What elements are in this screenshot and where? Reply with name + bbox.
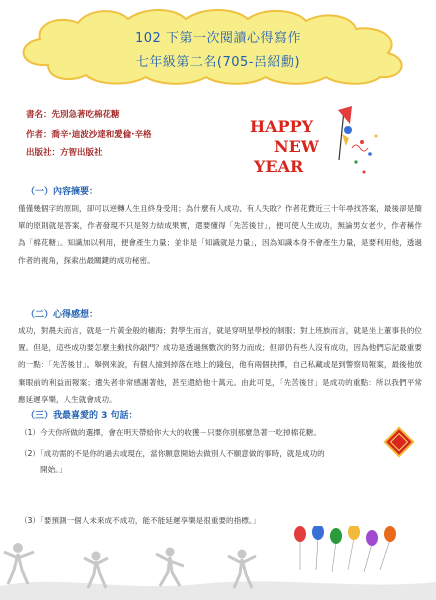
lucky-diamond-icon [382, 425, 416, 459]
quote-1: （1）今天你所做的選擇，會在明天帶給你大大的收獲－只要你別那麼急著一吃掉棉花糖。 [20, 428, 321, 437]
book-author-value: 喬辛·迪波沙達和愛倫·辛格 [51, 130, 152, 140]
quote-2-line1: （2）「成功需的不是你的過去或現在，當你願意開始去做別人不願意做的事時，就是成功的 [20, 449, 325, 458]
hny-year: YEAR [254, 157, 304, 176]
book-author-label: 作者： [26, 130, 52, 140]
quote-3: （3）「要預測一個人未來成不成功，能不能延遲享樂是很重要的指標。」 [20, 516, 261, 525]
summary-paragraph: 僅僅幾個字的原則，卻可以逆轉人生且終身受用；為什麼有人成功、有人失敗？作者花費近三十年尋找答案，最後卻是簡單的原則就是答案，作者發現不只是努力結成果實，還要懂得「先苦後甘」，便可使人生成功，無論男女老少，作者稱作為「棉花糖」。知識加以利用，便會產生力量；並非是「知識就是力量」，因為知識本身不會產生力量，是要利用他，透過作者的視角，探索出最關鍵的成功秘密。 [18, 204, 422, 265]
bottom-decoration [0, 526, 436, 600]
feeling-heading: （二）心得感想： [26, 310, 99, 320]
party-horn-icon [338, 106, 352, 160]
book-title-row [26, 108, 120, 120]
book-publisher-row [26, 146, 103, 158]
quote-2-line2: 開始。」 [40, 465, 67, 474]
page-title-line2: 七年級第二名(705-呂紹勳) [135, 55, 301, 70]
page-title-line1: 102 下第一次閱讀心得寫作 [135, 31, 301, 46]
balloons-icon [294, 526, 396, 572]
happy-new-year-illustration [244, 100, 394, 190]
dancing-figures-icon [4, 543, 256, 588]
feeling-paragraph: 成功，對農夫而言，就是一片黃金般的穗海；對學生而言，就是穿明星學校的制服；對上班族而言，就是坐上董事長的位置。但是，這些成功要怎麼主動找你敲門？成功是透過無數次的努力而成；但卻仍有些人沒有成功，因為他們忘記最重要的一點：「先苦後甘」。舉例來說，有個人撿到掉落在地上的錢包，他有兩個抉擇，自己私藏或是到警察局報案，最後他放棄眼前的利益而報案；遺失者非常感謝著他，甚至還給他十萬元。由此可見，「先苦後甘」是成功的重點：所以我們平常應延遲享樂，人生就會成功。 [18, 326, 422, 404]
book-title-value: 先別急著吃棉花糖 [51, 110, 120, 120]
book-title-label: 書名： [26, 110, 52, 120]
summary-heading: （一）內容摘要： [26, 187, 99, 197]
cloud-banner [8, 5, 428, 87]
book-publisher-label: 出版社： [26, 148, 61, 158]
hny-happy: HAPPY [250, 117, 314, 136]
confetti-icon [352, 135, 378, 174]
book-publisher-value: 方智出版社 [60, 148, 103, 158]
quotes-heading: （三）我最喜愛的 3 句話： [26, 411, 138, 421]
book-author-row [26, 128, 151, 140]
hny-new: NEW [274, 137, 319, 156]
quote-2 [20, 446, 412, 478]
